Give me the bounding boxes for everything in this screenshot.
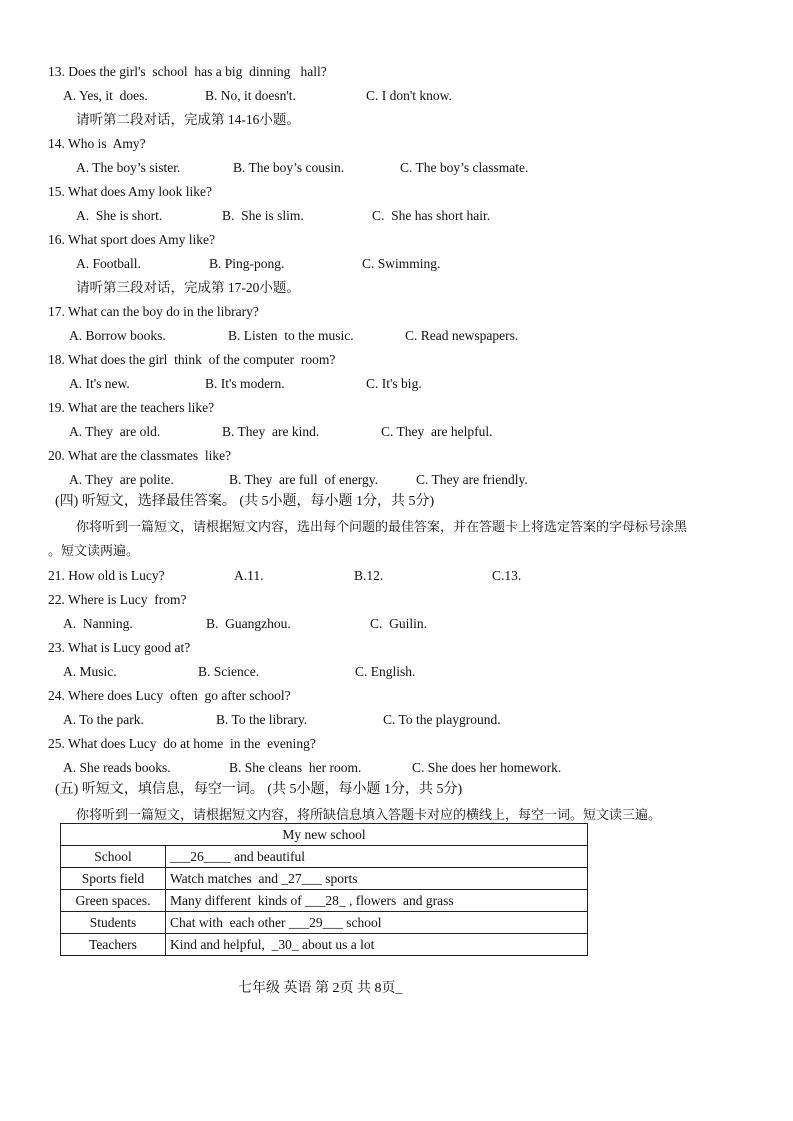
question-23-option-c: C. English. <box>355 664 416 679</box>
question-20-stem: 20. What are the classmates like? <box>48 448 232 463</box>
question-19-option-b: B. They are kind. <box>222 424 320 439</box>
listening-instruction-3: 请听第三段对话，完成第 17-20小题。 <box>76 280 300 295</box>
question-19-option-a: A. They are old. <box>69 424 161 439</box>
section-5-title: (五) 听短文，填信息，每空一词。 (共 5小题，每小题 1分，共 5分) <box>55 782 463 797</box>
question-17-option-a: A. Borrow books. <box>69 328 166 343</box>
question-25-option-b: B. She cleans her room. <box>229 760 362 775</box>
question-18-stem: 18. What does the girl think of the computer room? <box>48 352 336 367</box>
question-24-stem: 24. Where does Lucy often go after school? <box>48 688 291 703</box>
question-16-option-b: B. Ping-pong. <box>209 256 285 271</box>
question-13-option-c: C. I don't know. <box>366 88 452 103</box>
table-row-label: Students <box>61 912 166 934</box>
question-21-stem: 21. How old is Lucy? <box>48 568 165 583</box>
table-row-text: Chat with each other ___29___ school <box>166 912 588 934</box>
question-13-option-a: A. Yes, it does. <box>63 88 148 103</box>
question-21-option-a: A.11. <box>234 568 264 583</box>
question-13-stem: 13. Does the girl's school has a big dinning hall? <box>48 64 327 79</box>
table-row <box>61 846 588 868</box>
table-row-text: Watch matches and _27___ sports <box>166 868 588 890</box>
table-row-text: ___26____ and beautiful <box>166 846 588 868</box>
question-14-stem: 14. Who is Amy? <box>48 136 146 151</box>
question-17-stem: 17. What can the boy do in the library? <box>48 304 259 319</box>
question-22-option-a: A. Nanning. <box>63 616 133 631</box>
question-14-option-b: B. The boy’s cousin. <box>233 160 345 175</box>
question-17-option-c: C. Read newspapers. <box>405 328 519 343</box>
question-22-option-c: C. Guilin. <box>370 616 428 631</box>
section-4-instruction-line2: 。短文读两遍。 <box>48 543 140 558</box>
table-row-label: Green spaces. <box>61 890 166 912</box>
question-19-option-c: C. They are helpful. <box>381 424 493 439</box>
page-footer: 七年级 英语 第 2页 共 8页_ <box>238 981 403 996</box>
question-23-stem: 23. What is Lucy good at? <box>48 640 191 655</box>
question-25-stem: 25. What does Lucy do at home in the evening? <box>48 736 316 751</box>
question-18-option-a: A. It's new. <box>69 376 130 391</box>
question-19-stem: 19. What are the teachers like? <box>48 400 215 415</box>
question-22-option-b: B. Guangzhou. <box>206 616 291 631</box>
table-row <box>61 868 588 890</box>
table-row-label: School <box>61 846 166 868</box>
table-row <box>61 934 588 956</box>
table-row <box>61 912 588 934</box>
question-15-option-a: A. She is short. <box>76 208 163 223</box>
question-23-option-a: A. Music. <box>63 664 117 679</box>
question-20-option-b: B. They are full of energy. <box>229 472 378 487</box>
question-21-option-c: C.13. <box>492 568 522 583</box>
question-20-option-a: A. They are polite. <box>69 472 174 487</box>
info-table <box>60 823 588 956</box>
section-4-title: (四) 听短文，选择最佳答案。 (共 5小题，每小题 1分，共 5分) <box>55 494 435 509</box>
table-row-text: Kind and helpful, _30_ about us a lot <box>166 934 588 956</box>
question-18-option-c: C. It's big. <box>366 376 422 391</box>
question-21-option-b: B.12. <box>354 568 384 583</box>
question-17-option-b: B. Listen to the music. <box>228 328 354 343</box>
table-row <box>61 890 588 912</box>
table-row-label: Teachers <box>61 934 166 956</box>
listening-instruction-2: 请听第二段对话，完成第 14-16小题。 <box>76 112 300 127</box>
question-16-option-a: A. Football. <box>76 256 141 271</box>
question-15-stem: 15. What does Amy look like? <box>48 184 212 199</box>
question-23-option-b: B. Science. <box>198 664 260 679</box>
table-caption: My new school <box>61 824 588 846</box>
question-24-option-b: B. To the library. <box>216 712 308 727</box>
question-24-option-a: A. To the park. <box>63 712 144 727</box>
question-25-option-a: A. She reads books. <box>63 760 171 775</box>
question-16-option-c: C. Swimming. <box>362 256 441 271</box>
question-16-stem: 16. What sport does Amy like? <box>48 232 215 247</box>
question-25-option-c: C. She does her homework. <box>412 760 562 775</box>
question-13-option-b: B. No, it doesn't. <box>205 88 296 103</box>
question-15-option-c: C. She has short hair. <box>372 208 491 223</box>
table-row-text: Many different kinds of ___28_ , flowers and grass <box>166 890 588 912</box>
table-row-label: Sports field <box>61 868 166 890</box>
question-22-stem: 22. Where is Lucy from? <box>48 592 187 607</box>
question-18-option-b: B. It's modern. <box>205 376 285 391</box>
question-14-option-c: C. The boy’s classmate. <box>400 160 529 175</box>
question-14-option-a: A. The boy’s sister. <box>76 160 181 175</box>
section-4-instruction-line1: 你将听到一篇短文，请根据短文内容，选出每个问题的最佳答案，并在答题卡上将选定答案的字母标号涂黑 <box>76 519 688 534</box>
question-24-option-c: C. To the playground. <box>383 712 501 727</box>
table-caption-row <box>61 824 588 846</box>
section-5-instruction: 你将听到一篇短文，请根据短文内容，将所缺信息填入答题卡对应的横线上，每空一词。短文读三遍。 <box>76 807 662 822</box>
question-20-option-c: C. They are friendly. <box>416 472 528 487</box>
question-15-option-b: B. She is slim. <box>222 208 304 223</box>
